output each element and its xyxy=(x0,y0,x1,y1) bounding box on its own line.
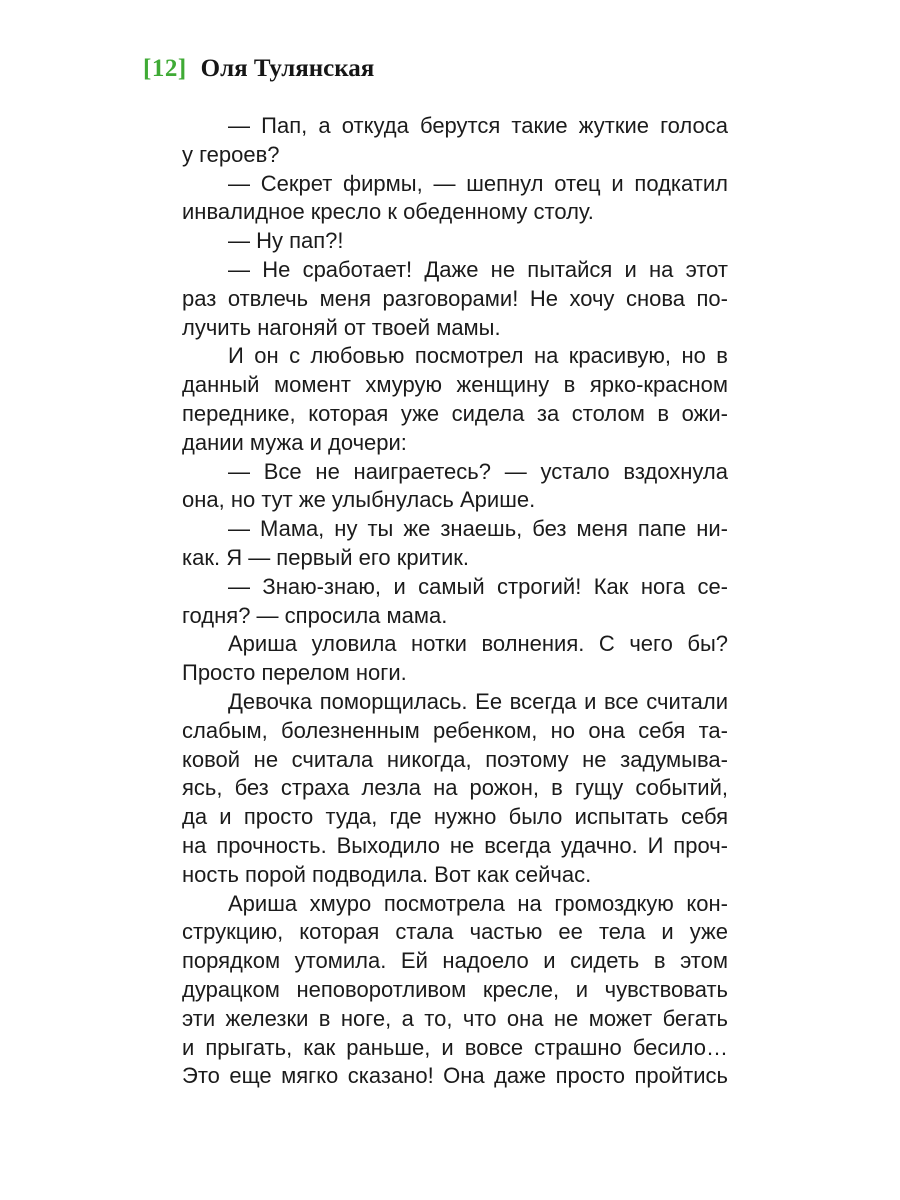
paragraph xyxy=(182,170,728,228)
text-line: Девочка поморщилась. Ее всегда и все считали xyxy=(228,688,728,714)
text-line: Ариша хмуро посмотрела на громоздкую кон- xyxy=(228,890,728,916)
text-line: порядком утомила. Ей надоело и сидеть в этом xyxy=(182,948,728,974)
text-line: дурацком неповоротливом кресле, и чувствовать xyxy=(182,976,728,1002)
paragraph xyxy=(182,112,728,170)
paragraph xyxy=(182,890,728,1092)
text-line: инвалидное кресло к обеденному столу. xyxy=(182,199,594,225)
text-line: она, но тут же улыбнулась Арише. xyxy=(182,487,536,513)
text-line: эти железки в ноге, а то, что она не может бегать xyxy=(182,1005,728,1031)
text-line: как. Я — первый его критик. xyxy=(182,544,469,570)
text-line: данный момент хмурую женщину в ярко-красном xyxy=(182,372,728,398)
text-line: ность порой подводила. Вот как сейчас. xyxy=(182,861,592,887)
paragraph xyxy=(182,515,728,573)
text-line: и прыгать, как раньше, и вовсе страшно бесило… xyxy=(182,1034,728,1060)
text-line: годня? — спросила мама. xyxy=(182,602,448,628)
text-line: лучить нагоняй от твоей мамы. xyxy=(182,314,501,340)
text-line: слабым, болезненным ребенком, но она себя та- xyxy=(182,717,728,743)
text-line: струкцию, которая стала частью ее тела и уже xyxy=(182,919,728,945)
text-line: у героев? xyxy=(182,141,280,167)
text-line: — Не сработает! Даже не пытайся и на этот xyxy=(228,256,728,282)
text-line: — Знаю-знаю, и самый строгий! Как нога се- xyxy=(228,573,728,599)
text-line: Просто перелом ноги. xyxy=(182,660,407,686)
page-number: [12] xyxy=(143,55,187,82)
text-line: дании мужа и дочери: xyxy=(182,429,407,455)
text-line: да и просто туда, где нужно было испытать себя xyxy=(182,804,728,830)
page-header xyxy=(143,54,374,84)
text-line: переднике, которая уже сидела за столом в ожи- xyxy=(182,400,728,426)
text-line: раз отвлечь меня разговорами! Не хочу снова по- xyxy=(182,285,728,311)
paragraph xyxy=(182,573,728,631)
text-line: — Пап, а откуда берутся такие жуткие голоса xyxy=(228,113,728,138)
paragraph xyxy=(182,630,728,688)
author-name: Оля Тулянская xyxy=(200,55,375,82)
paragraph xyxy=(182,688,728,890)
text-line: И он с любовью посмотрел на красивую, но в xyxy=(228,343,728,369)
text-line: Ариша уловила нотки волнения. С чего бы? xyxy=(228,631,728,657)
book-text-block xyxy=(182,112,728,1091)
text-line: на прочность. Выходило не всегда удачно. И проч- xyxy=(182,832,728,858)
text-line: Это еще мягко сказано! Она даже просто пройтись xyxy=(182,1063,728,1089)
text-line: ковой не считала никогда, поэтому не задумыва- xyxy=(182,746,728,772)
paragraph xyxy=(182,458,728,516)
paragraph xyxy=(182,342,728,457)
text-line: — Ну пап?! xyxy=(228,228,344,254)
text-line: — Все не наиграетесь? — устало вздохнула xyxy=(228,458,728,484)
paragraph xyxy=(182,256,728,342)
paragraph xyxy=(182,227,728,256)
text-line: — Секрет фирмы, — шепнул отец и подкатил xyxy=(228,170,728,196)
text-line: — Мама, ну ты же знаешь, без меня папе ни- xyxy=(228,516,728,542)
text-line: ясь, без страха лезла на рожон, в гущу событий, xyxy=(182,775,728,801)
